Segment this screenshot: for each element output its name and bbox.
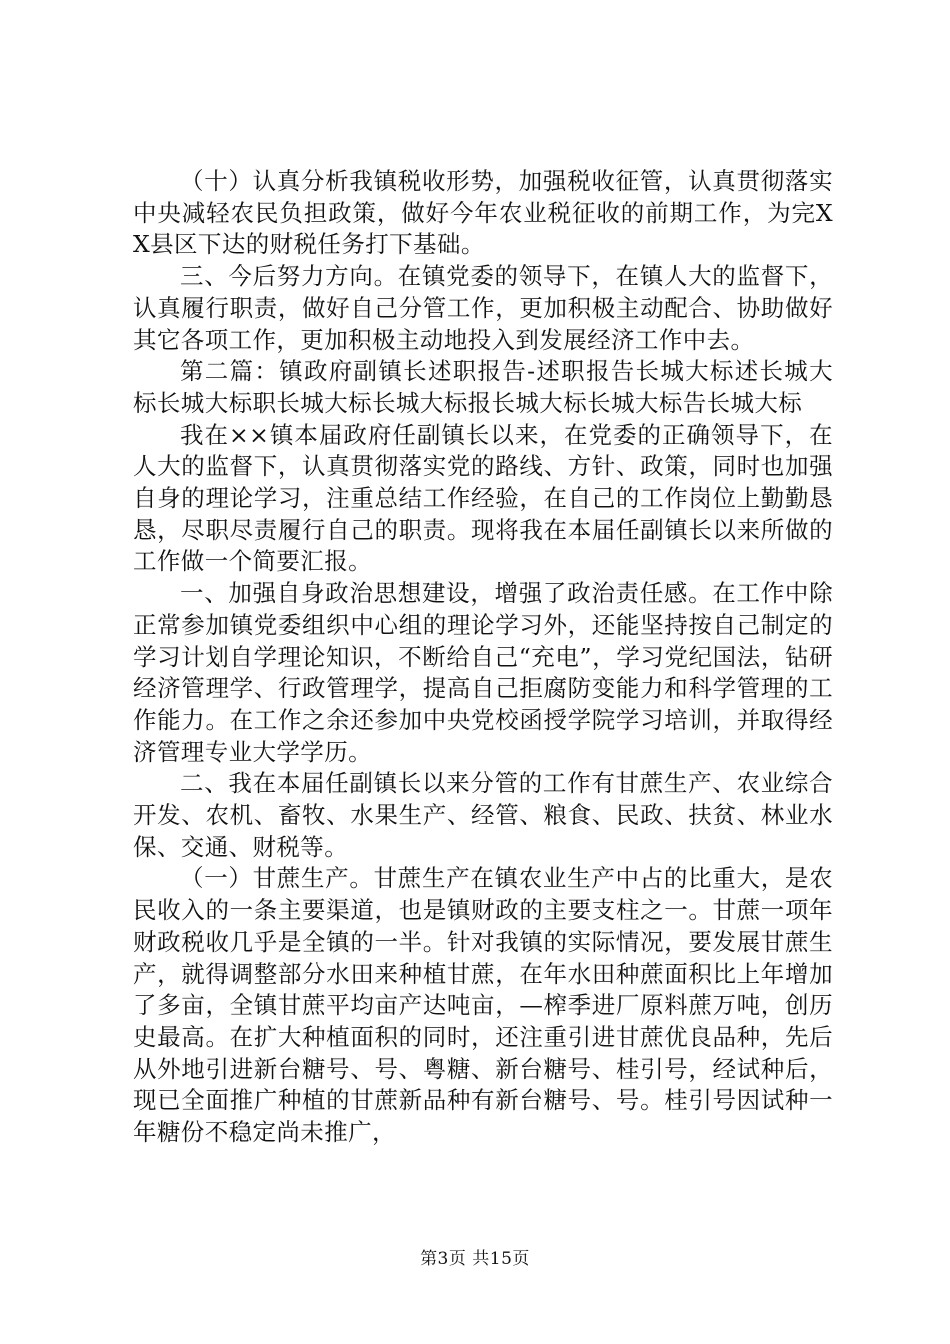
page-number-footer: 第3页 共15页 [420,1249,530,1269]
paragraph-sugarcane-production: （一）甘蔗生产。甘蔗生产在镇农业生产中占的比重大，是农民收入的一条主要渠道，也是镇财政的主要支柱之一。甘蔗一项年财政税收几乎是全镇的一半。针对我镇的实际情况，要发展甘蔗生产，就得调整部分水田来种植甘蔗，在年水田种蔗面积比上年增加了多亩，全镇甘蔗平均亩产达吨亩，—榨季进厂原料蔗万吨，创历史最高。在扩大种植面积的同时，还注重引进甘蔗优良品种，先后从外地引进新台糖号、号、粤糖、新台糖号、桂引号，经试种后，现已全面推广种植的甘蔗新品种有新台糖号、号。桂引号因试种一年糖份不稳定尚未推广， [133,864,833,1147]
paragraph-political-study: 一、加强自身政治思想建设，增强了政治责任感。在工作中除正常参加镇党委组织中心组的理论学习外，还能坚持按自己制定的学习计划自学理论知识，不断给自己“充电”，学习党纪国法，钻研经济管理学、行政管理学，提高自己拒腐防变能力和科学管理的工作能力。在工作之余还参加中央党校函授学院学习培训，并取得经济管理专业大学学历。 [133,579,833,766]
paragraph-tax-management: （十）认真分析我镇税收形势，加强税收征管，认真贯彻落实中央减轻农民负担政策，做好今年农业税征收的前期工作，为完XX县区下达的财税任务打下基础。 [133,167,833,259]
paragraph-second-article-title: 第二篇：镇政府副镇长述职报告-述职报告长城大标述长城大标长城大标职长城大标长城大标报长城大标长城大标告长城大标 [133,357,833,417]
paragraph-responsibilities: 二、我在本届任副镇长以来分管的工作有甘蔗生产、农业综合开发、农机、畜牧、水果生产、经管、粮食、民政、扶贫、林业水保、交通、财税等。 [133,769,833,861]
document-body [133,166,833,1149]
paragraph-introduction: 我在××镇本届政府任副镇长以来，在党委的正确领导下，在人大的监督下，认真贯彻落实党的路线、方针、政策，同时也加强自身的理论学习，注重总结工作经验，在自己的工作岗位上勤勤恳恳，尽职尽责履行自己的职责。现将我在本届任副镇长以来所做的工作做一个简要汇报。 [133,420,833,576]
paragraph-future-direction: 三、今后努力方向。在镇党委的领导下，在镇人大的监督下，认真履行职责，做好自己分管工作，更加积极主动配合、协助做好其它各项工作，更加积极主动地投入到发展经济工作中去。 [133,262,833,354]
